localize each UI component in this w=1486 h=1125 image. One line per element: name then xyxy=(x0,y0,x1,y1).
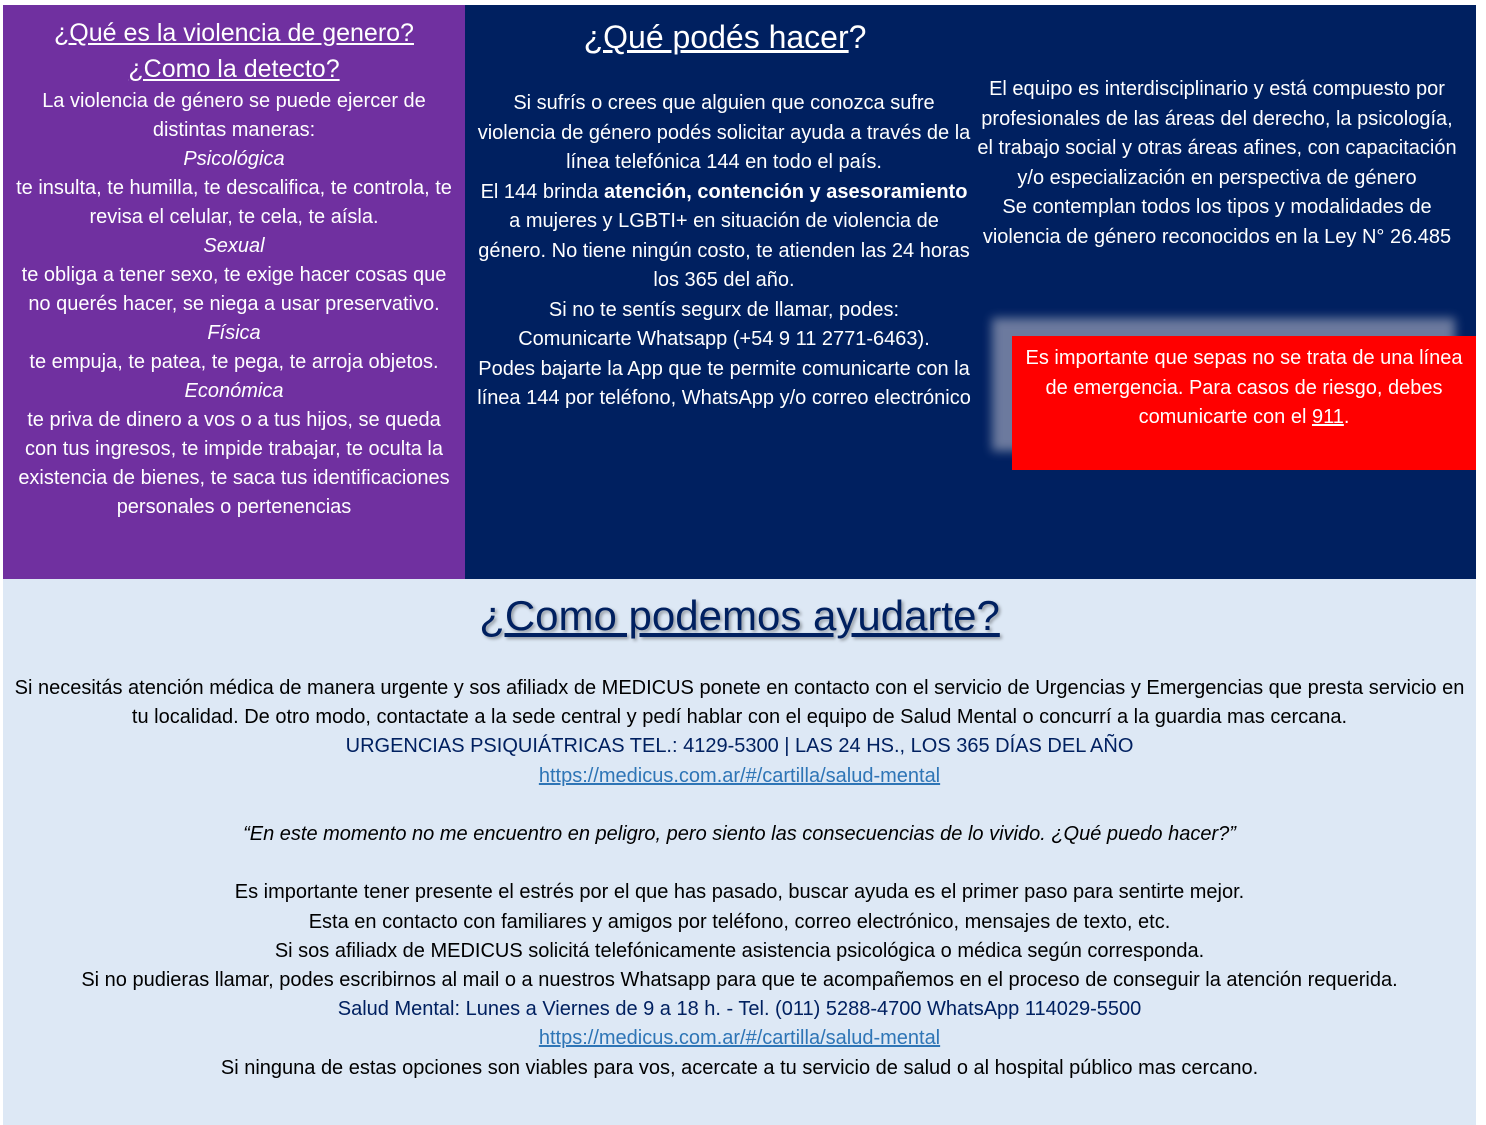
podes-hacer-panel xyxy=(465,5,1476,579)
equipo-p2: Se contemplan todos los tipos y modalidades de violencia de género reconocidos en la Ley N° 26.485 xyxy=(982,196,1452,248)
equipo-text xyxy=(973,75,1461,252)
podes-hacer-p2-bold: atención, contención y asesoramiento xyxy=(603,180,968,203)
emergency-number-link[interactable]: 911 xyxy=(1311,406,1344,428)
podes-hacer-title-mark: ? xyxy=(848,19,867,55)
podes-hacer-p3: Si no te sentís segurx de llamar, podes: xyxy=(548,298,900,321)
ayuda-title: ¿Como podemos ayudarte? xyxy=(479,592,1000,639)
podes-hacer-text xyxy=(473,89,975,414)
salud-mental-link-2[interactable]: https://medicus.com.ar/#/cartilla/salud-mental xyxy=(538,1027,941,1050)
ayuda-l2: Esta en contacto con familiares y amigos por teléfono, correo electrónico, mensajes de texto, etc. xyxy=(308,910,1171,933)
ayuda-quote: “En este momento no me encuentro en peligro, pero siento las consecuencias de lo vivido. ¿Qué puedo hacer?” xyxy=(243,823,1236,845)
type-name-psicologica: Psicológica xyxy=(183,148,285,170)
salud-mental-link-1[interactable]: https://medicus.com.ar/#/cartilla/salud-mental xyxy=(538,764,941,787)
podes-hacer-p2 xyxy=(473,178,975,296)
podes-hacer-p2-pre: El 144 brinda xyxy=(480,180,604,203)
equipo-p1: El equipo es interdisciplinario y está compuesto por profesionales de las áreas del derecho, la psicología, el trabajo social y otras áreas afines, con capacitación y/o especialización en perspectiva de género xyxy=(977,78,1457,189)
ayuda-p1-brand: MEDICUS xyxy=(601,677,694,699)
ayuda-l4: Si no pudieras llamar, podes escribirnos al mail o a nuestros Whatsapp para que te acompañemos en el proceso de conseguir la atención requerida. xyxy=(81,969,1398,991)
type-desc-psicologica: te insulta, te humilla, te descalifica, te controla, te revisa el celular, te cela, te aísla. xyxy=(16,177,452,228)
ayuda-l1: Es importante tener presente el estrés por el que has pasado, buscar ayuda es el primer paso para sentirte mejor. xyxy=(234,881,1245,904)
ayuda-l3: Si sos afiliadx de MEDICUS solicitá telefónicamente asistencia psicológica o médica según corresponda. xyxy=(274,939,1205,962)
ayuda-p1 xyxy=(9,674,1470,732)
type-name-sexual: Sexual xyxy=(203,235,265,257)
violencia-title-1: ¿Qué es la violencia de genero? xyxy=(54,19,414,47)
type-desc-fisica: te empuja, te patea, te pega, te arroja objetos. xyxy=(29,351,439,373)
type-name-fisica: Física xyxy=(207,322,261,344)
type-name-economica: Económica xyxy=(184,380,284,402)
violencia-intro: La violencia de género se puede ejercer de distintas maneras: xyxy=(42,90,426,141)
warning-end: . xyxy=(1343,406,1350,428)
ayuda-panel xyxy=(3,579,1476,1125)
podes-hacer-p1: Si sufrís o crees que alguien que conozca sufre violencia de género podés solicitar ayuda a través de la línea telefónica 144 en todo el país. xyxy=(477,92,971,173)
type-desc-economica: te priva de dinero a vos o a tus hijos, se queda con tus ingresos, te impide trabajar, te oculta la existencia de bienes, te saca tus identificaciones personales o pertenencias xyxy=(18,409,450,518)
type-desc-sexual: te obliga a tener sexo, te exige hacer cosas que no querés hacer, se niega a usar preservativo. xyxy=(21,264,447,315)
salud-mental-line: Salud Mental: Lunes a Viernes de 9 a 18 h. - Tel. (011) 5288-4700 WhatsApp 114029-5500 xyxy=(337,998,1142,1021)
podes-hacer-title xyxy=(465,17,985,57)
spacer xyxy=(9,849,1470,878)
ayuda-l5: Si ninguna de estas opciones son viables para vos, acercate a tu servicio de salud o al hospital público mas cercano. xyxy=(220,1056,1259,1079)
podes-hacer-p5: Podes bajarte la App que te permite comunicarte con la línea 144 por teléfono, WhatsApp y/o correo electrónico xyxy=(477,357,971,409)
violencia-panel xyxy=(3,5,465,579)
podes-hacer-p4: Comunicarte Whatsapp (+54 9 11 2771-6463). xyxy=(518,328,930,350)
urgencias-line: URGENCIAS PSIQUIÁTRICAS TEL.: 4129-5300 | LAS 24 HS., LOS 365 DÍAS DEL AÑO xyxy=(345,735,1134,758)
podes-hacer-title-text: ¿Qué podés hacer xyxy=(583,19,849,55)
spacer xyxy=(9,791,1470,820)
warning-text: Es importante que sepas no se trata de una línea de emergencia. Para casos de riesgo, debes comunicarte con el xyxy=(1025,347,1463,428)
violencia-title-2: ¿Como la detecto? xyxy=(128,55,340,83)
ayuda-p1-pre: Si necesitás atención médica de manera urgente y sos afiliadx de xyxy=(14,677,602,699)
warning-box xyxy=(1012,336,1476,470)
podes-hacer-p2-post: a mujeres y LGBTI+ en situación de violencia de género. No tiene ningún costo, te atienden las 24 horas los 365 del año. xyxy=(478,210,970,291)
ayuda-p1-post: ponete en contacto con el servicio de Urgencias y Emergencias que presta servicio en tu localidad. De otro modo, contactate a la sede central y pedí hablar con el equipo de Salud Mental o concurrí a la guardia mas cercana. xyxy=(131,677,1465,729)
ayuda-text xyxy=(9,674,1470,1083)
